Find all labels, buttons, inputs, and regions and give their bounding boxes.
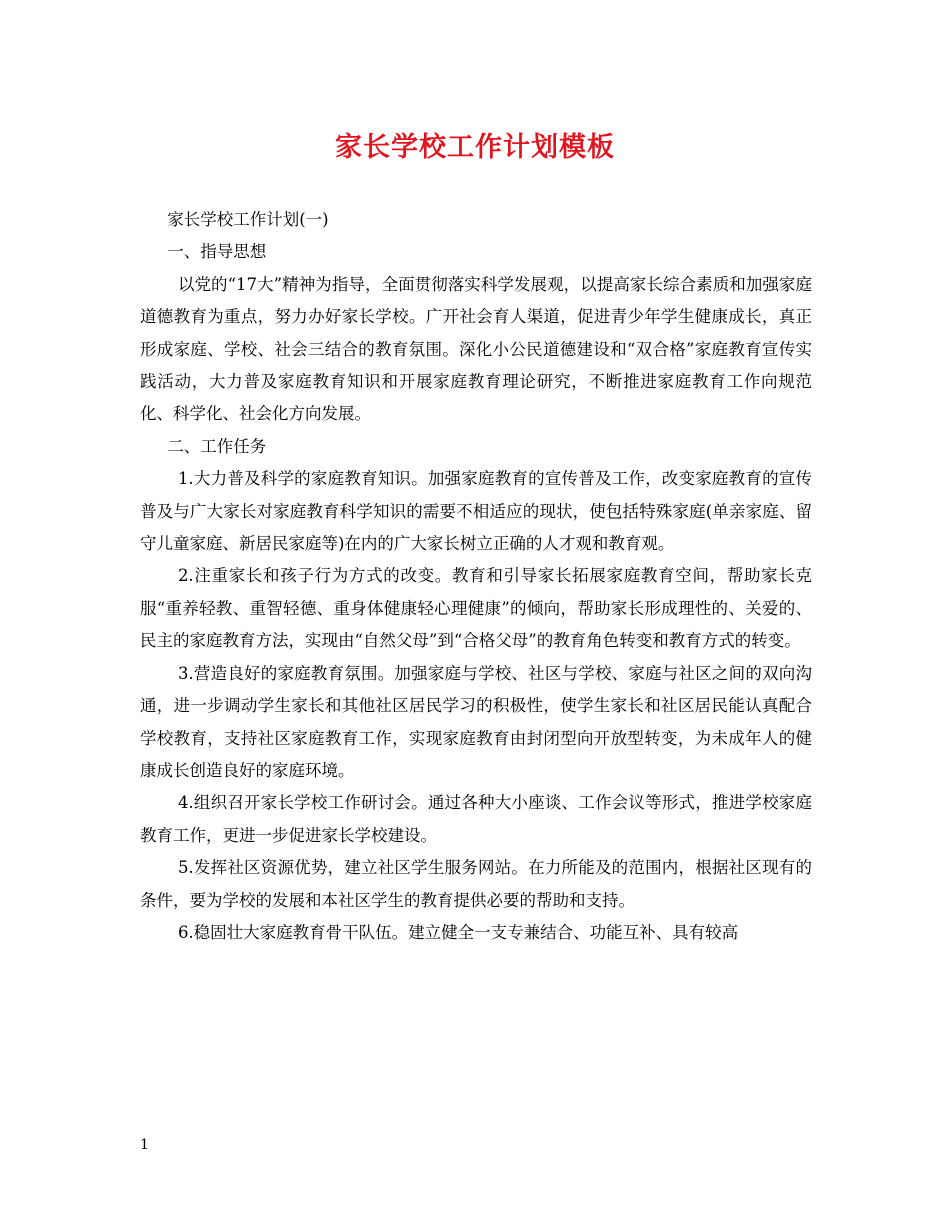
document-title: 家长学校工作计划模板 xyxy=(335,132,615,163)
body-paragraph: 1.大力普及科学的家庭教育知识。加强家庭教育的宣传普及工作，改变家庭教育的宣传普及与广大家长对家庭教育科学知识的需要不相适应的现状，使包括特殊家庭(单亲家庭、留守儿童家庭、新居民家庭等)在内的广大家长树立正确的人才观和教育观。 xyxy=(140,469,812,554)
page-number: 1 xyxy=(140,1137,149,1153)
body-paragraph: 以党的“17大”精神为指导，全面贯彻落实科学发展观，以提高家长综合素质和加强家庭道德教育为重点，努力办好家长学校。广开社会育人渠道，促进青少年学生健康成长，真正形成家庭、学校、社会三结合的教育氛围。深化小公民道德建设和“双合格”家庭教育宣传实践活动，大力普及家庭教育知识和开展家庭教育理论研究，不断推进家庭教育工作向规范化、科学化、社会化方向发展。 xyxy=(140,274,812,424)
body-paragraph: 6.稳固壮大家庭教育骨干队伍。建立健全一支专兼结合、功能互补、具有较高 xyxy=(177,922,739,942)
section-heading: 二、工作任务 xyxy=(167,436,267,456)
document-body xyxy=(140,204,812,949)
body-paragraph: 5.发挥社区资源优势，建立社区学生服务网站。在力所能及的范围内，根据社区现有的条件，要为学校的发展和本社区学生的教育提供必要的帮助和支持。 xyxy=(140,858,812,910)
body-paragraph: 4.组织召开家长学校工作研讨会。通过各种大小座谈、工作会议等形式，推进学校家庭教育工作，更进一步促进家长学校建设。 xyxy=(140,793,812,845)
body-paragraph: 2.注重家长和孩子行为方式的改变。教育和引导家长拓展家庭教育空间，帮助家长克服“重养轻教、重智轻德、重身体健康轻心理健康”的倾向，帮助家长形成理性的、关爱的、民主的家庭教育方法，实现由“自然父母”到“合格父母”的教育角色转变和教育方式的转变。 xyxy=(140,566,812,651)
section-heading: 一、指导思想 xyxy=(167,242,267,262)
section-heading: 家长学校工作计划(一) xyxy=(167,210,329,229)
body-paragraph: 3.营造良好的家庭教育氛围。加强家庭与学校、社区与学校、家庭与社区之间的双向沟通，进一步调动学生家长和其他社区居民学习的积极性，使学生家长和社区居民能认真配合学校教育，支持社区家庭教育工作，实现家庭教育由封闭型向开放型转变，为未成年人的健康成长创造良好的家庭环境。 xyxy=(140,663,812,780)
